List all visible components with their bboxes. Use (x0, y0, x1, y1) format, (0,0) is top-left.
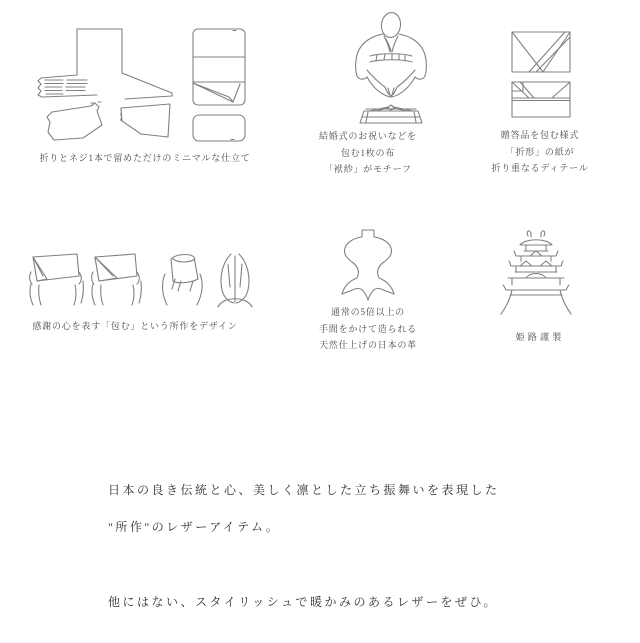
caption-origata-line3: 折り重なるディテール (491, 163, 589, 173)
caption-fukusa (293, 128, 443, 178)
caption-tsutsumu: 感謝の心を表す「包む」という所作をデザイン (32, 321, 238, 331)
caption-fukusa-line2: 包む1枚の布 (340, 147, 396, 158)
caption-leather-line2: 手間をかけて造られる (318, 323, 417, 334)
wallet-pattern-icon (33, 27, 248, 143)
folding-hands-icon (25, 250, 265, 310)
caption-leather-line1: 通常の5倍以上の (331, 307, 405, 317)
leather-hide-icon (338, 228, 398, 306)
caption-construction: 折りとネジ1本で留めただけのミニマルな仕立て (39, 153, 251, 163)
caption-leather-line3: 天然仕上げの日本の革 (318, 340, 417, 350)
himeji-castle-icon (498, 228, 574, 316)
caption-himeji: 姫路謹製 (515, 332, 565, 342)
caption-origata-line1: 贈答品を包む様式 (500, 130, 580, 140)
folded-paper-icon (509, 30, 573, 120)
caption-fukusa-line3: 「袱紗」がモチーフ (324, 164, 412, 174)
caption-origata (465, 127, 615, 177)
description-line-3: 他にはない、スタイリッシュで暖かみのあるレザーをぜひ。 (108, 595, 499, 609)
description-line-1: 日本の良き伝統と心、美しく凛とした立ち振舞いを表現した (108, 483, 500, 497)
caption-leather (293, 304, 443, 354)
caption-origata-line2: 「折形」の紙が (505, 146, 575, 157)
caption-fukusa-line1: 結婚式のお祝いなどを (318, 131, 417, 141)
description-line-2: "所作"のレザーアイテム。 (108, 520, 281, 534)
bowing-person-icon (344, 6, 438, 128)
